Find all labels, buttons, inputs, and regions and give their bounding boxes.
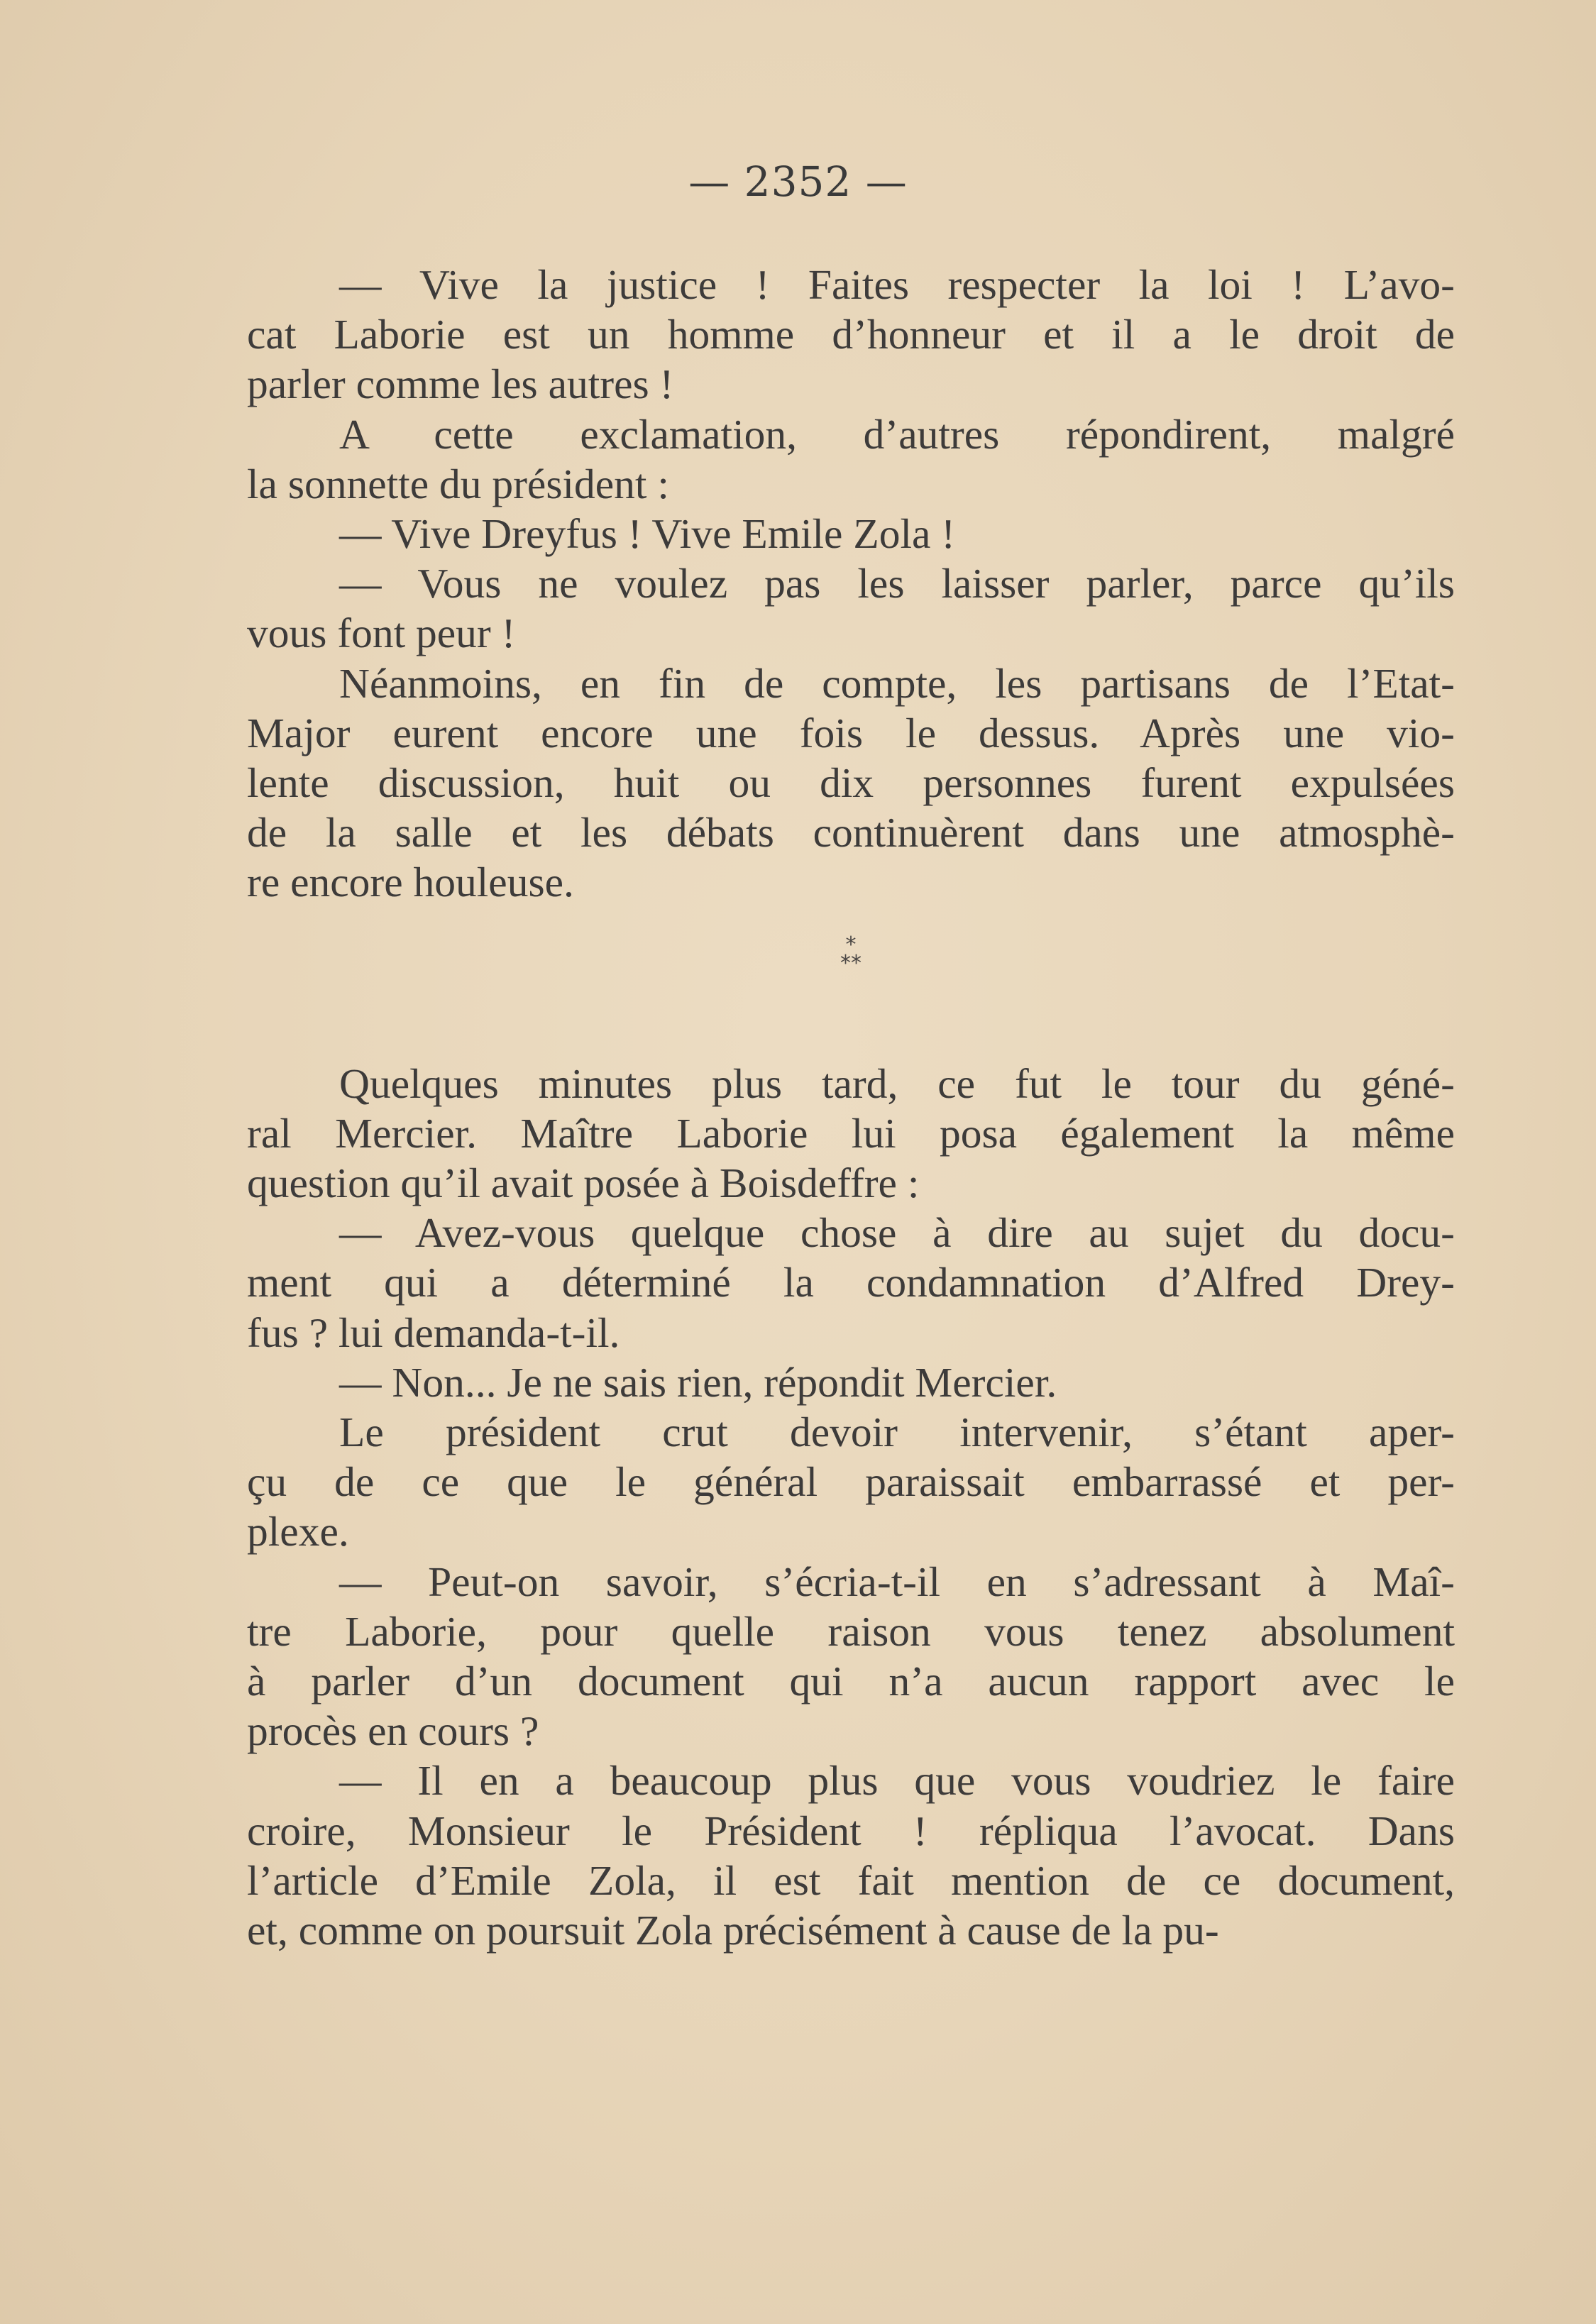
- text-line: vous font peur !: [247, 610, 516, 657]
- paragraph: [247, 558, 1455, 658]
- asterism-bottom: **: [840, 950, 862, 976]
- body-text: [247, 260, 1455, 1955]
- text-line: procès en cours ?: [247, 1707, 539, 1755]
- text-line: — Avez-vous quelque chose à dire au sujet du docu-: [339, 1209, 1455, 1257]
- text-line: la sonnette du président :: [247, 460, 669, 507]
- asterism-ornament: [247, 932, 1455, 976]
- paragraph: [247, 509, 1455, 558]
- text-line: plexe.: [247, 1508, 349, 1555]
- text-line: ral Mercier. Maître Laborie lui posa également la même: [247, 1109, 1455, 1157]
- text-line: — Il en a beaucoup plus que vous voudriez le faire: [339, 1757, 1455, 1805]
- text-line: croire, Monsieur le Président ! répliqua l’avocat. Dans: [247, 1807, 1455, 1854]
- section-break: [247, 908, 1455, 1059]
- paragraph: [247, 260, 1455, 409]
- text-line: A cette exclamation, d’autres répondirent, malgré: [339, 410, 1455, 458]
- text-line: Le président crut devoir intervenir, s’étant aper-: [339, 1409, 1455, 1456]
- text-line: parler comme les autres !: [247, 360, 674, 408]
- text-line: l’article d’Emile Zola, il est fait mention de ce document,: [247, 1856, 1455, 1904]
- paragraph: [247, 409, 1455, 509]
- text-line: et, comme on poursuit Zola précisément à cause de la pu-: [247, 1907, 1219, 1954]
- text-line: ment qui a déterminé la condamnation d’Alfred Drey-: [247, 1259, 1455, 1306]
- paragraph: [247, 1059, 1455, 1208]
- text-line: Major eurent encore une fois le dessus. Après une vio-: [247, 709, 1455, 756]
- text-line: — Vous ne voulez pas les laisser parler, parce qu’ils: [339, 560, 1455, 607]
- text-line: çu de ce que le général paraissait embarrassé et per-: [247, 1458, 1455, 1506]
- paragraph: [247, 1557, 1455, 1756]
- text-line: — Peut-on savoir, s’écria-t-il en s’adressant à Maî-: [339, 1558, 1455, 1605]
- paragraph: [247, 659, 1455, 908]
- text-line: re encore houleuse.: [247, 859, 574, 906]
- text-line: — Vive Dreyfus ! Vive Emile Zola !: [339, 510, 956, 558]
- text-line: à parler d’un document qui n’a aucun rapport avec le: [247, 1658, 1455, 1705]
- text-line: Quelques minutes plus tard, ce fut le tour du géné-: [339, 1059, 1455, 1107]
- paragraph: [247, 1357, 1455, 1407]
- text-line: tre Laborie, pour quelle raison vous tenez absolument: [247, 1607, 1455, 1655]
- text-line: question qu’il avait posée à Boisdeffre :: [247, 1160, 920, 1207]
- paragraph: [247, 1208, 1455, 1357]
- text-line: de la salle et les débats continuèrent dans une atmosphè-: [247, 809, 1455, 857]
- text-line: — Vive la justice ! Faites respecter la loi ! L’avo-: [339, 261, 1455, 308]
- section-two: [247, 1059, 1455, 1956]
- text-line: cat Laborie est un homme d’honneur et il a le droit de: [247, 311, 1455, 358]
- text-line: Néanmoins, en fin de compte, les partisans de l’Etat-: [339, 659, 1455, 707]
- page-number: — 2352 —: [688, 158, 908, 206]
- paragraph: [247, 1407, 1455, 1557]
- text-line: lente discussion, huit ou dix personnes furent expulsées: [247, 759, 1455, 807]
- paragraph: [247, 1756, 1455, 1955]
- section-one: [247, 260, 1455, 908]
- text-line: — Non... Je ne sais rien, répondit Mercier.: [339, 1358, 1057, 1406]
- text-line: fus ? lui demanda-t-il.: [247, 1309, 620, 1356]
- asterism-top: *: [845, 932, 857, 957]
